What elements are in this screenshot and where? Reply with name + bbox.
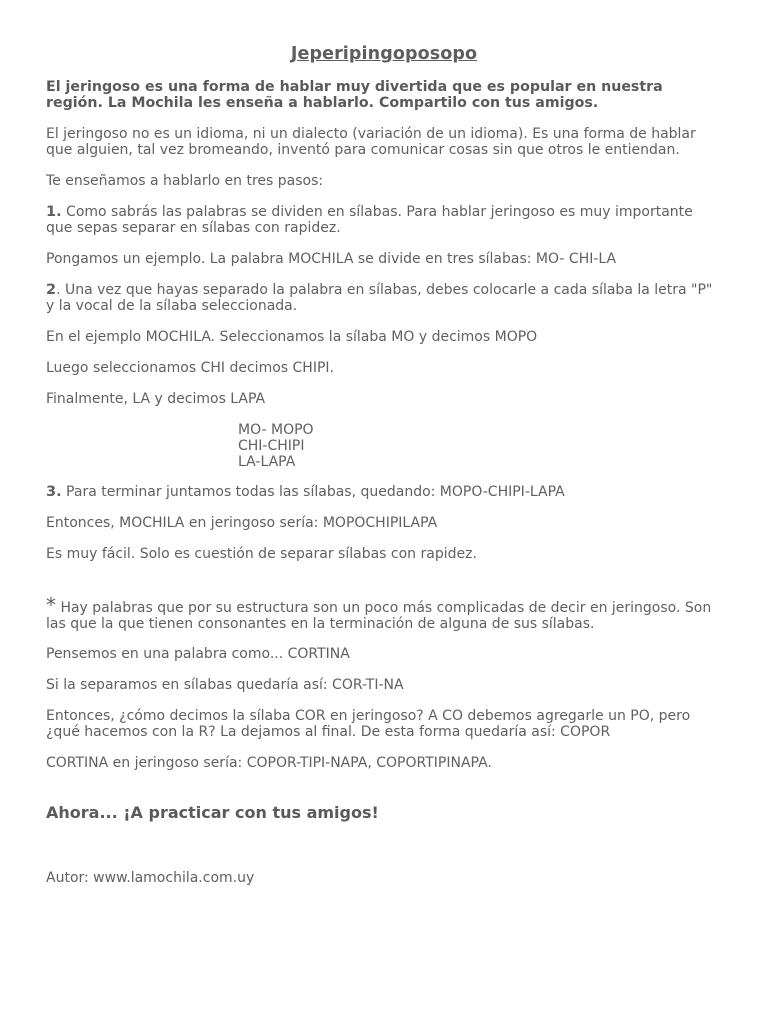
- cortina-result-paragraph: CORTINA en jeringoso sería: COPOR-TIPI-NAPA, COPORTIPINAPA.: [46, 755, 492, 771]
- step-3-paragraph: [46, 484, 718, 500]
- step-1-text: Como sabrás las palabras se dividen en sílabas. Para hablar jeringoso es muy importante que sepas separar en sílabas con rapidez.: [46, 204, 693, 236]
- split-paragraph: Si la separamos en sílabas quedaría así: COR-TI-NA: [46, 677, 404, 693]
- mo-paragraph: En el ejemplo MOCHILA. Seleccionamos la sílaba MO y decimos MOPO: [46, 329, 538, 345]
- step-2-text: . Una vez que hayas separado la palabra en sílabas, debes colocarle a cada sílaba la letra "P" y la vocal de la sílaba seleccionada.: [46, 282, 713, 314]
- syllable-line: MO- MOPO: [238, 422, 314, 438]
- cortina-paragraph: Pensemos en una palabra como... CORTINA: [46, 646, 350, 662]
- chi-paragraph: Luego seleccionamos CHI decimos CHIPI.: [46, 360, 334, 376]
- syllable-line: LA-LAPA: [238, 454, 296, 470]
- intro-paragraph: El jeringoso es una forma de hablar muy divertida que es popular en nuestra región. La Mochila les enseña a hablarlo. Compartilo con tus amigos.: [46, 79, 663, 111]
- syllable-line: CHI-CHIPI: [238, 438, 305, 454]
- page-title: Jeperipingoposopo: [290, 44, 478, 64]
- definition-paragraph: El jeringoso no es un idioma, ni un dialecto (variación de un idioma). Es una forma de hablar que alguien, tal vez bromeando, inventó para comunicar cosas sin que otros le entiendan.: [46, 126, 696, 158]
- step-1-number: 1.: [46, 204, 62, 220]
- step-2-paragraph: [46, 282, 718, 314]
- step-3-number: 3.: [46, 484, 62, 500]
- step-1-paragraph: [46, 204, 718, 236]
- note-text: Hay palabras que por su estructura son un poco más complicadas de decir en jeringoso. Son las que la que tienen consonantes en la terminación de alguna de sus sílabas.: [46, 600, 712, 632]
- note-paragraph: [46, 593, 718, 632]
- closing-heading: Ahora... ¡A practicar con tus amigos!: [46, 803, 379, 822]
- la-paragraph: Finalmente, LA y decimos LAPA: [46, 391, 266, 407]
- asterisk-icon: *: [46, 593, 56, 617]
- example-paragraph: Pongamos un ejemplo. La palabra MOCHILA se divide en tres sílabas: MO- CHI-LA: [46, 251, 617, 267]
- step-3-text: Para terminar juntamos todas las sílabas, quedando: MOPO-CHIPI-LAPA: [61, 484, 565, 500]
- author-line: Autor: www.lamochila.com.uy: [46, 870, 255, 886]
- steps-intro-paragraph: Te enseñamos a hablarlo en tres pasos:: [46, 173, 324, 189]
- step-2-number: 2: [46, 282, 57, 298]
- easy-paragraph: Es muy fácil. Solo es cuestión de separar sílabas con rapidez.: [46, 546, 477, 562]
- result-paragraph: Entonces, MOCHILA en jeringoso sería: MOPOCHIPILAPA: [46, 515, 438, 531]
- cor-paragraph: Entonces, ¿cómo decimos la sílaba COR en jeringoso? A CO debemos agregarle un PO, pero ¿qué hacemos con la R? La dejamos al final. De esta forma quedaría así: COPOR: [46, 708, 691, 740]
